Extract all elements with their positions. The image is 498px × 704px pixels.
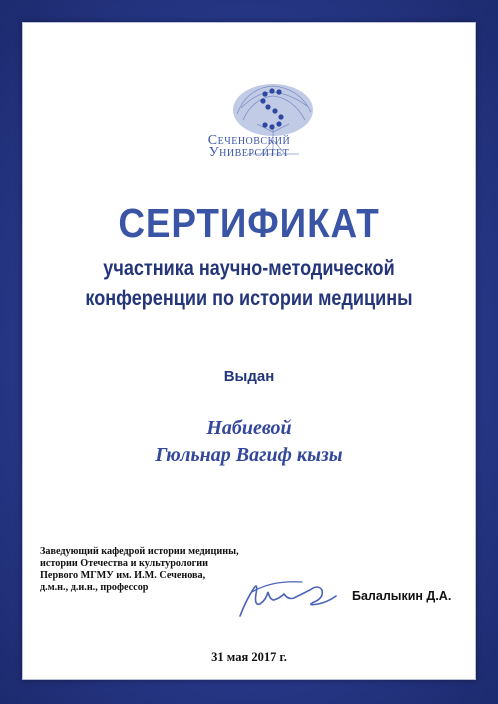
recipient-surname: Набиевой bbox=[206, 417, 292, 439]
handwritten-signature-icon bbox=[232, 570, 342, 622]
signatory-name: Балалыкин Д.А. bbox=[352, 589, 452, 603]
subtitle-line1: участника научно-методической bbox=[103, 257, 395, 280]
certificate-sheet bbox=[22, 22, 476, 680]
position-line: истории Отечества и культурологии bbox=[40, 558, 209, 569]
certificate-title: СЕРТИФИКАТ bbox=[118, 200, 380, 246]
university-name-line1: Сеченовский bbox=[207, 133, 291, 148]
issued-label: Выдан bbox=[223, 368, 275, 385]
recipient-name: Гюльнар Вагиф кызы bbox=[155, 444, 343, 466]
position-line: д.м.н., д.и.н., профессор bbox=[40, 582, 149, 593]
certificate-date: 31 мая 2017 г. bbox=[211, 650, 287, 664]
subtitle-line2: конференции по истории медицины bbox=[85, 287, 413, 310]
position-line: Заведующий кафедрой истории медицины, bbox=[40, 546, 239, 557]
position-line: Первого МГМУ им. И.М. Сеченова, bbox=[40, 570, 206, 581]
university-name-line2: Университет bbox=[208, 145, 290, 160]
